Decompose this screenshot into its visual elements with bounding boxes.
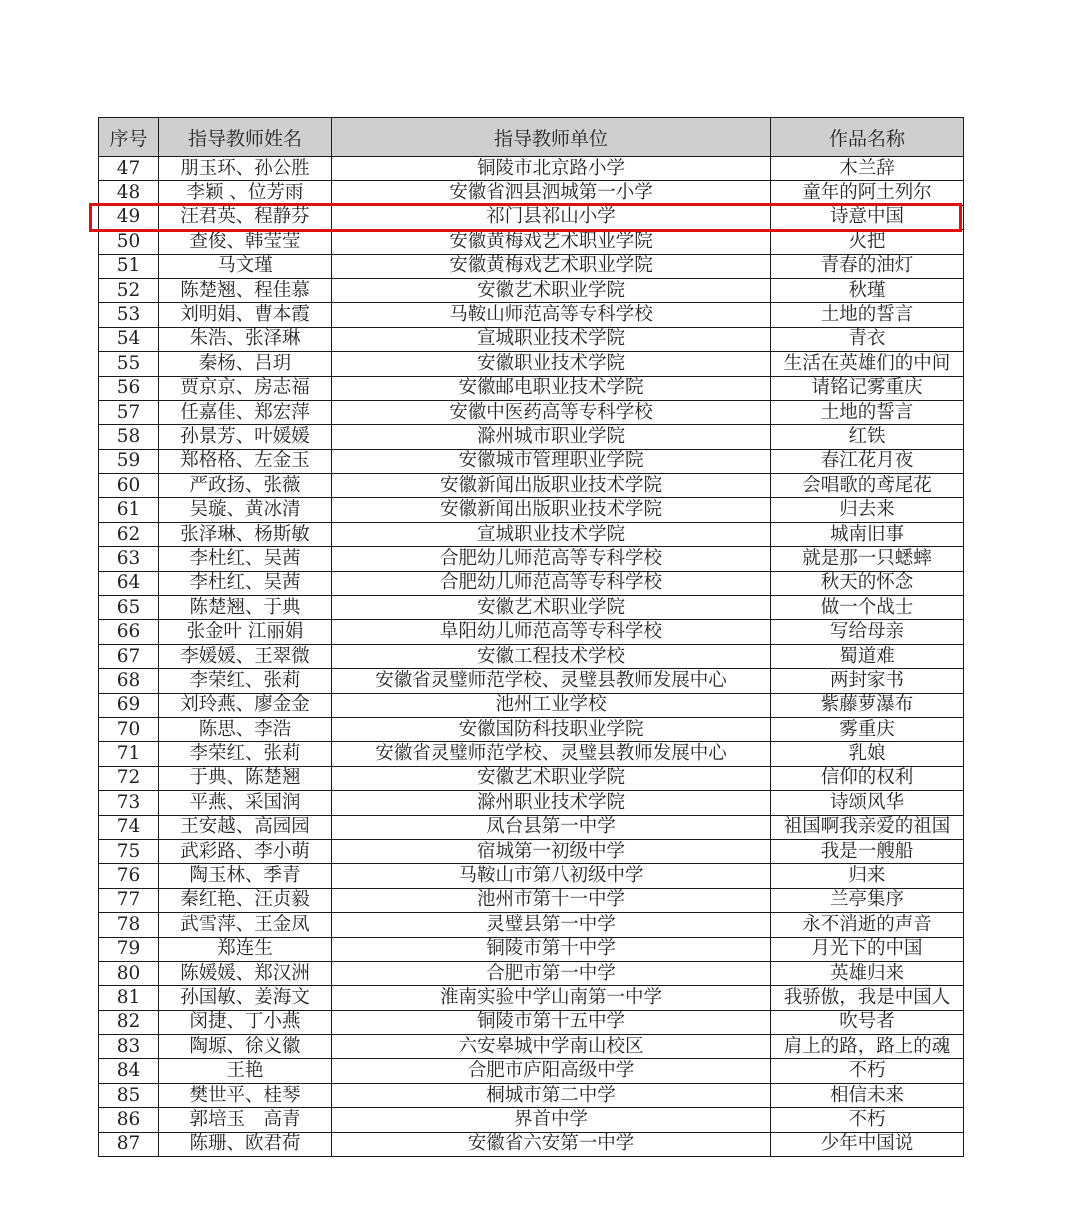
header-work-title: 作品名称 <box>771 118 964 157</box>
cell-teacher-unit: 安徽城市管理职业学院 <box>332 449 771 473</box>
cell-teacher-unit: 灵璧县第一中学 <box>332 913 771 937</box>
cell-teacher-name: 郑连生 <box>159 937 332 961</box>
table-row <box>99 1059 964 1083</box>
cell-teacher-name: 陶玉林、季青 <box>159 864 332 888</box>
cell-teacher-name: 陈楚翘、于典 <box>159 596 332 620</box>
cell-serial-number: 84 <box>99 1059 159 1083</box>
cell-serial-number: 48 <box>99 181 159 205</box>
table-row <box>99 1132 964 1156</box>
cell-teacher-unit: 安徽新闻出版职业技术学院 <box>332 474 771 498</box>
cell-serial-number: 67 <box>99 644 159 668</box>
table-row <box>99 913 964 937</box>
cell-teacher-name: 朋玉环、孙公胜 <box>159 157 332 181</box>
cell-teacher-name: 严政扬、张薇 <box>159 474 332 498</box>
table-row <box>99 693 964 717</box>
cell-teacher-unit: 六安皋城中学南山校区 <box>332 1035 771 1059</box>
cell-teacher-unit: 安徽邮电职业技术学院 <box>332 376 771 400</box>
cell-work-title: 秋瑾 <box>771 278 964 302</box>
header-teacher-unit: 指导教师单位 <box>332 118 771 157</box>
cell-teacher-unit: 合肥幼儿师范高等专科学校 <box>332 571 771 595</box>
cell-teacher-unit: 滁州职业技术学院 <box>332 791 771 815</box>
cell-teacher-unit: 安徽职业技术学院 <box>332 352 771 376</box>
cell-teacher-name: 陈珊、欧君荷 <box>159 1132 332 1156</box>
cell-serial-number: 54 <box>99 327 159 351</box>
cell-work-title: 诗颂风华 <box>771 791 964 815</box>
cell-teacher-unit: 安徽黄梅戏艺术职业学院 <box>332 254 771 278</box>
cell-work-title: 雾重庆 <box>771 717 964 741</box>
cell-teacher-unit: 安徽省灵璧师范学校、灵璧县教师发展中心 <box>332 669 771 693</box>
cell-teacher-name: 李杜红、吴茜 <box>159 571 332 595</box>
cell-teacher-name: 李荣红、张莉 <box>159 742 332 766</box>
cell-serial-number: 59 <box>99 449 159 473</box>
cell-teacher-name: 秦杨、吕玥 <box>159 352 332 376</box>
cell-teacher-name: 陶塬、徐义徽 <box>159 1035 332 1059</box>
cell-teacher-unit: 马鞍山师范高等专科学校 <box>332 303 771 327</box>
cell-teacher-unit: 祁门县祁山小学 <box>332 205 771 229</box>
cell-teacher-name: 查俊、韩莹莹 <box>159 230 332 254</box>
cell-teacher-unit: 凤台县第一中学 <box>332 815 771 839</box>
cell-teacher-name: 朱浩、张泽琳 <box>159 327 332 351</box>
cell-work-title: 木兰辞 <box>771 157 964 181</box>
cell-serial-number: 86 <box>99 1108 159 1132</box>
cell-teacher-unit: 安徽中医药高等专科学校 <box>332 400 771 424</box>
cell-teacher-name: 汪君英、程静芬 <box>159 205 332 229</box>
cell-work-title: 不朽 <box>771 1108 964 1132</box>
table-row <box>99 303 964 327</box>
cell-teacher-name: 武雪萍、王金凤 <box>159 913 332 937</box>
table-row <box>99 376 964 400</box>
cell-work-title: 祖国啊我亲爱的祖国 <box>771 815 964 839</box>
cell-serial-number: 65 <box>99 596 159 620</box>
cell-work-title: 月光下的中国 <box>771 937 964 961</box>
table-body <box>99 157 964 1157</box>
table-row <box>99 717 964 741</box>
cell-teacher-unit: 安徽国防科技职业学院 <box>332 717 771 741</box>
cell-work-title: 信仰的权利 <box>771 766 964 790</box>
cell-teacher-name: 平燕、采国润 <box>159 791 332 815</box>
cell-work-title: 青衣 <box>771 327 964 351</box>
cell-work-title: 请铭记雾重庆 <box>771 376 964 400</box>
cell-teacher-name: 贾京京、房志福 <box>159 376 332 400</box>
cell-work-title: 生活在英雄们的中间 <box>771 352 964 376</box>
table-header <box>99 118 964 157</box>
table-row <box>99 522 964 546</box>
cell-work-title: 写给母亲 <box>771 620 964 644</box>
cell-teacher-unit: 安徽黄梅戏艺术职业学院 <box>332 230 771 254</box>
cell-serial-number: 69 <box>99 693 159 717</box>
cell-work-title: 兰亭集序 <box>771 888 964 912</box>
cell-teacher-unit: 池州市第十一中学 <box>332 888 771 912</box>
cell-teacher-unit: 铜陵市北京路小学 <box>332 157 771 181</box>
cell-work-title: 诗意中国 <box>771 205 964 229</box>
cell-work-title: 秋天的怀念 <box>771 571 964 595</box>
cell-work-title: 归来 <box>771 864 964 888</box>
cell-work-title: 土地的誓言 <box>771 400 964 424</box>
cell-teacher-unit: 宿城第一初级中学 <box>332 839 771 863</box>
cell-serial-number: 73 <box>99 791 159 815</box>
cell-work-title: 不朽 <box>771 1059 964 1083</box>
cell-serial-number: 56 <box>99 376 159 400</box>
cell-teacher-name: 孙国敏、姜海文 <box>159 986 332 1010</box>
cell-teacher-unit: 安徽艺术职业学院 <box>332 596 771 620</box>
cell-teacher-name: 李颖 、位芳雨 <box>159 181 332 205</box>
cell-teacher-name: 武彩路、李小萌 <box>159 839 332 863</box>
table-row <box>99 669 964 693</box>
cell-serial-number: 78 <box>99 913 159 937</box>
cell-serial-number: 57 <box>99 400 159 424</box>
cell-work-title: 童年的阿土列尔 <box>771 181 964 205</box>
cell-serial-number: 50 <box>99 230 159 254</box>
cell-serial-number: 47 <box>99 157 159 181</box>
cell-work-title: 土地的誓言 <box>771 303 964 327</box>
cell-teacher-name: 张泽琳、杨斯敏 <box>159 522 332 546</box>
cell-serial-number: 62 <box>99 522 159 546</box>
cell-teacher-name: 李杜红、吴茜 <box>159 547 332 571</box>
cell-teacher-unit: 铜陵市第十五中学 <box>332 1010 771 1034</box>
cell-work-title: 红铁 <box>771 425 964 449</box>
table-row <box>99 1010 964 1034</box>
cell-teacher-name: 吴璇、黄冰清 <box>159 498 332 522</box>
table-row <box>99 596 964 620</box>
table-row <box>99 474 964 498</box>
cell-serial-number: 52 <box>99 278 159 302</box>
cell-teacher-name: 陈楚翘、程佳慕 <box>159 278 332 302</box>
cell-teacher-name: 刘玲燕、廖金金 <box>159 693 332 717</box>
cell-teacher-name: 马文瑾 <box>159 254 332 278</box>
cell-serial-number: 80 <box>99 961 159 985</box>
cell-work-title: 乳娘 <box>771 742 964 766</box>
table-row <box>99 278 964 302</box>
table-row <box>99 791 964 815</box>
cell-serial-number: 79 <box>99 937 159 961</box>
cell-serial-number: 53 <box>99 303 159 327</box>
cell-teacher-unit: 宣城职业技术学院 <box>332 522 771 546</box>
cell-serial-number: 77 <box>99 888 159 912</box>
cell-serial-number: 70 <box>99 717 159 741</box>
cell-teacher-name: 李媛媛、王翠微 <box>159 644 332 668</box>
cell-teacher-unit: 安徽艺术职业学院 <box>332 766 771 790</box>
cell-work-title: 英雄归来 <box>771 961 964 985</box>
cell-serial-number: 74 <box>99 815 159 839</box>
cell-teacher-name: 刘明娟、曹本霞 <box>159 303 332 327</box>
cell-teacher-unit: 池州工业学校 <box>332 693 771 717</box>
cell-serial-number: 82 <box>99 1010 159 1034</box>
cell-teacher-unit: 安徽省六安第一中学 <box>332 1132 771 1156</box>
table-row <box>99 205 964 229</box>
cell-teacher-unit: 安徽工程技术学校 <box>332 644 771 668</box>
cell-teacher-unit: 界首中学 <box>332 1108 771 1132</box>
cell-serial-number: 63 <box>99 547 159 571</box>
cell-serial-number: 76 <box>99 864 159 888</box>
cell-work-title: 会唱歌的鸢尾花 <box>771 474 964 498</box>
cell-teacher-name: 郭培玉 高青 <box>159 1108 332 1132</box>
cell-work-title: 青春的油灯 <box>771 254 964 278</box>
table-row <box>99 644 964 668</box>
cell-serial-number: 58 <box>99 425 159 449</box>
table-row <box>99 961 964 985</box>
cell-serial-number: 49 <box>99 205 159 229</box>
cell-serial-number: 61 <box>99 498 159 522</box>
cell-teacher-name: 李荣红、张莉 <box>159 669 332 693</box>
cell-serial-number: 55 <box>99 352 159 376</box>
table-row <box>99 620 964 644</box>
cell-serial-number: 51 <box>99 254 159 278</box>
table-row <box>99 815 964 839</box>
cell-serial-number: 60 <box>99 474 159 498</box>
cell-teacher-name: 于典、陈楚翘 <box>159 766 332 790</box>
table-row <box>99 571 964 595</box>
cell-serial-number: 72 <box>99 766 159 790</box>
header-teacher-name: 指导教师姓名 <box>159 118 332 157</box>
cell-work-title: 就是那一只蟋蟀 <box>771 547 964 571</box>
cell-work-title: 两封家书 <box>771 669 964 693</box>
table-row <box>99 547 964 571</box>
table-row <box>99 400 964 424</box>
cell-teacher-name: 郑格格、左金玉 <box>159 449 332 473</box>
cell-work-title: 做一个战士 <box>771 596 964 620</box>
cell-work-title: 归去来 <box>771 498 964 522</box>
cell-work-title: 吹号者 <box>771 1010 964 1034</box>
table-row <box>99 742 964 766</box>
cell-work-title: 少年中国说 <box>771 1132 964 1156</box>
cell-serial-number: 64 <box>99 571 159 595</box>
cell-serial-number: 75 <box>99 839 159 863</box>
table-row <box>99 449 964 473</box>
cell-serial-number: 68 <box>99 669 159 693</box>
cell-teacher-name: 王安越、高园园 <box>159 815 332 839</box>
table-row <box>99 888 964 912</box>
cell-work-title: 蜀道难 <box>771 644 964 668</box>
cell-teacher-unit: 合肥幼儿师范高等专科学校 <box>332 547 771 571</box>
cell-teacher-name: 张金叶 江丽娟 <box>159 620 332 644</box>
cell-teacher-unit: 合肥市第一中学 <box>332 961 771 985</box>
table-row <box>99 839 964 863</box>
table-row <box>99 1108 964 1132</box>
table-row <box>99 181 964 205</box>
cell-serial-number: 71 <box>99 742 159 766</box>
table-row <box>99 425 964 449</box>
cell-teacher-name: 秦红艳、汪贞毅 <box>159 888 332 912</box>
cell-teacher-unit: 安徽新闻出版职业技术学院 <box>332 498 771 522</box>
cell-teacher-unit: 安徽艺术职业学院 <box>332 278 771 302</box>
cell-serial-number: 87 <box>99 1132 159 1156</box>
cell-teacher-name: 任嘉佳、郑宏萍 <box>159 400 332 424</box>
cell-serial-number: 85 <box>99 1083 159 1107</box>
table-row <box>99 230 964 254</box>
cell-work-title: 我是一艘船 <box>771 839 964 863</box>
cell-work-title: 我骄傲，我是中国人 <box>771 986 964 1010</box>
cell-teacher-unit: 安徽省灵璧师范学校、灵璧县教师发展中心 <box>332 742 771 766</box>
cell-teacher-unit: 安徽省泗县泗城第一小学 <box>332 181 771 205</box>
cell-work-title: 永不消逝的声音 <box>771 913 964 937</box>
table-row <box>99 254 964 278</box>
cell-teacher-name: 孙景芳、叶媛媛 <box>159 425 332 449</box>
cell-serial-number: 81 <box>99 986 159 1010</box>
table-row <box>99 327 964 351</box>
cell-teacher-unit: 宣城职业技术学院 <box>332 327 771 351</box>
header-serial-number: 序号 <box>99 118 159 157</box>
cell-serial-number: 83 <box>99 1035 159 1059</box>
table-row <box>99 766 964 790</box>
cell-work-title: 相信未来 <box>771 1083 964 1107</box>
header-row <box>99 118 964 157</box>
table-row <box>99 1083 964 1107</box>
cell-teacher-name: 陈媛媛、郑汉洲 <box>159 961 332 985</box>
cell-work-title: 春江花月夜 <box>771 449 964 473</box>
cell-work-title: 火把 <box>771 230 964 254</box>
cell-work-title: 紫藤萝瀑布 <box>771 693 964 717</box>
table-row <box>99 498 964 522</box>
cell-work-title: 肩上的路，路上的魂 <box>771 1035 964 1059</box>
cell-serial-number: 66 <box>99 620 159 644</box>
cell-teacher-unit: 滁州城市职业学院 <box>332 425 771 449</box>
cell-work-title: 城南旧事 <box>771 522 964 546</box>
cell-teacher-unit: 合肥市庐阳高级中学 <box>332 1059 771 1083</box>
cell-teacher-unit: 阜阳幼儿师范高等专科学校 <box>332 620 771 644</box>
table-row <box>99 864 964 888</box>
cell-teacher-unit: 马鞍山市第八初级中学 <box>332 864 771 888</box>
table-row <box>99 937 964 961</box>
award-list-sheet <box>98 117 963 1157</box>
table-row <box>99 157 964 181</box>
cell-teacher-unit: 淮南实验中学山南第一中学 <box>332 986 771 1010</box>
table-row <box>99 352 964 376</box>
cell-teacher-unit: 桐城市第二中学 <box>332 1083 771 1107</box>
award-table <box>98 117 964 1157</box>
cell-teacher-name: 陈思、李浩 <box>159 717 332 741</box>
cell-teacher-unit: 铜陵市第十中学 <box>332 937 771 961</box>
cell-teacher-name: 王艳 <box>159 1059 332 1083</box>
cell-teacher-name: 闵捷、丁小燕 <box>159 1010 332 1034</box>
table-row <box>99 1035 964 1059</box>
table-row <box>99 986 964 1010</box>
cell-teacher-name: 樊世平、桂琴 <box>159 1083 332 1107</box>
